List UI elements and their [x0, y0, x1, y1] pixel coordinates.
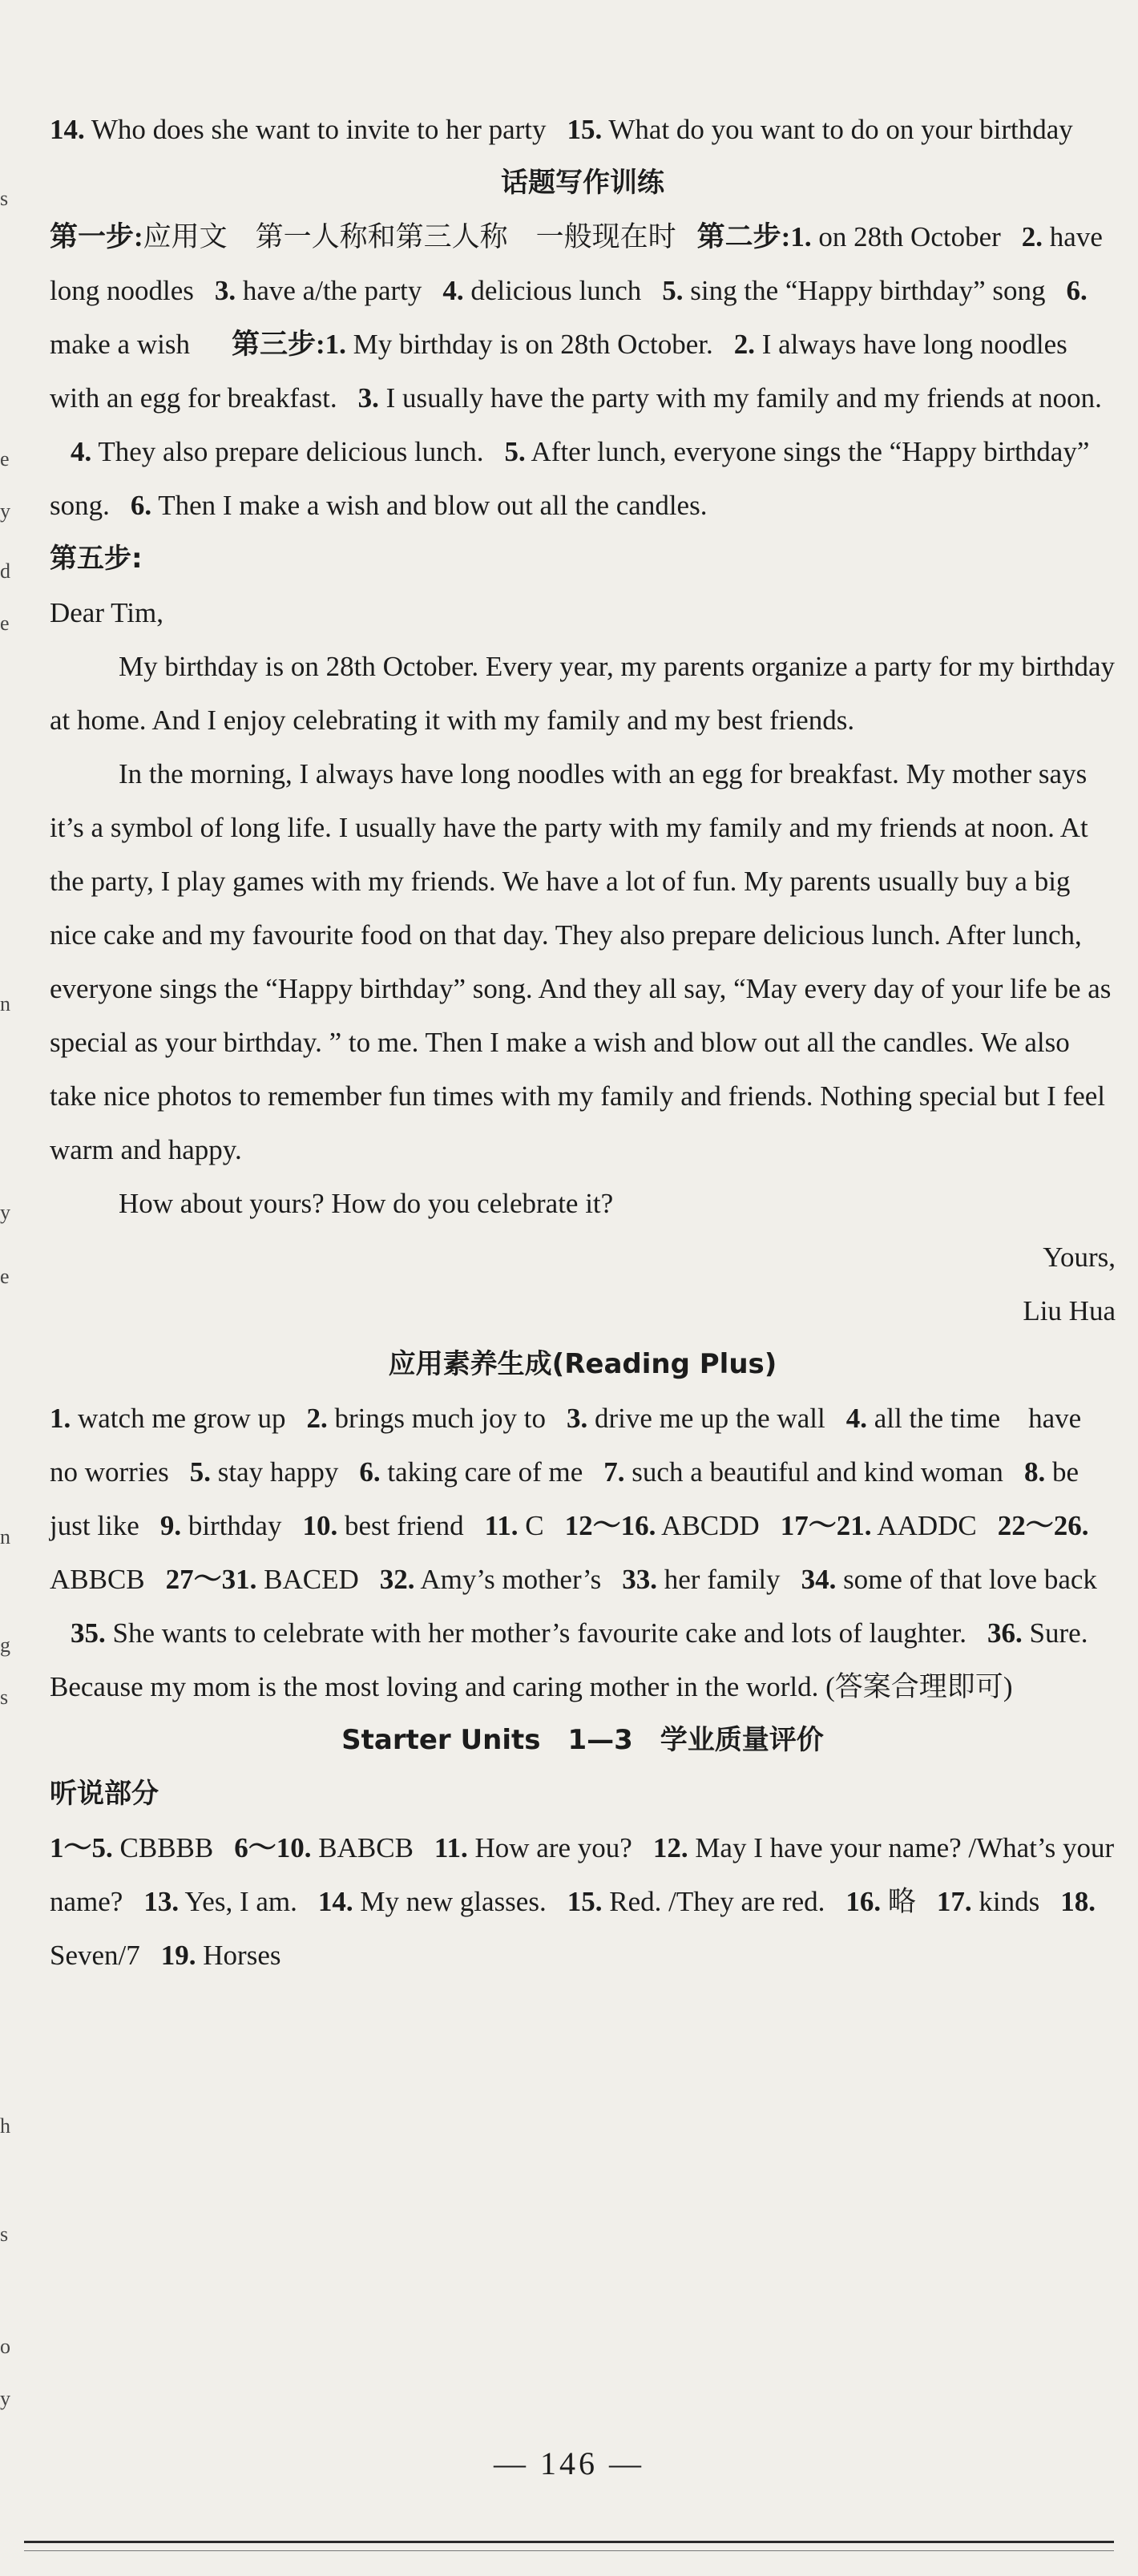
step2-item-answer: have a/the party	[236, 275, 422, 306]
reading-item-number: 35.	[71, 1617, 106, 1649]
reading-item-answer: AADDC	[871, 1510, 977, 1541]
reading-item-number: 5.	[189, 1456, 211, 1488]
margin-letter: d	[0, 559, 10, 583]
answer-page	[50, 103, 1116, 1982]
starter-item-answer: kinds	[971, 1886, 1040, 1917]
starter-item-answer: Yes, I am.	[179, 1886, 297, 1917]
reading-item-answer: drive me up the wall	[587, 1403, 825, 1434]
margin-letter: e	[0, 612, 10, 635]
step3-item-number: 2.	[733, 329, 755, 360]
reading-title: 应用素养生成(Reading Plus)	[388, 1348, 777, 1380]
reading-item-answer: Amy’s mother’s	[414, 1564, 602, 1595]
step1-text: 应用文 第一人称和第三人称 一般现在时	[143, 221, 676, 252]
step2-item-answer: sing the “Happy birthday” song	[683, 275, 1046, 306]
step3-item-number: 5.	[504, 436, 526, 467]
step2-item-number: 6.	[1066, 275, 1088, 306]
step3-item-answer: I usually have the party with my family and my friends at noon.	[378, 382, 1102, 414]
starter-item-answer: My new glasses.	[353, 1886, 547, 1917]
top-answers	[50, 103, 1116, 156]
q15-number: 15.	[567, 114, 603, 145]
starter-item-number: 17.	[936, 1886, 972, 1917]
reading-item-answer: such a beautiful and kind woman	[624, 1456, 1003, 1488]
reading-item-number: 6.	[359, 1456, 381, 1488]
reading-item-answer: BACED	[256, 1564, 359, 1595]
reading-item-answer: ABCDD	[656, 1510, 760, 1541]
margin-letter: y	[0, 2387, 10, 2410]
step2-item-number: 1.	[790, 221, 812, 252]
starter-item-number: 14.	[317, 1886, 353, 1917]
reading-item-answer: best friend	[337, 1510, 464, 1541]
reading-item-answer: She wants to celebrate with her mother’s favourite cake and lots of laughter.	[105, 1617, 967, 1649]
letter-paragraph-2: In the morning, I always have long noodles with an egg for breakfast. My mother says it’s a symbol of long life. I usually have the party with my family and my friends at noon. At the party, I play games with my friends. We have a lot of fun. My parents usually buy a big nice cake and my favourite food on that day. They also prepare delicious lunch. After lunch, everyone sings the “Happy birthday” song. And they all say, “May every day of your life be as special as your birthday. ” to me. Then I make a wish and blow out all the candles. We also take nice photos to remember fun times with my family and friends. Nothing special but I feel warm and happy.	[50, 758, 1112, 1165]
q15-answer: What do you want to do on your birthday	[602, 114, 1073, 145]
reading-item-number: 34.	[801, 1564, 837, 1595]
letter-paragraph-3: How about yours? How do you celebrate it?	[119, 1188, 614, 1219]
reading-answers	[50, 1391, 1116, 1714]
starter-item-answer: CBBBB	[112, 1832, 214, 1863]
starter-item-answer: Red. /They are red.	[602, 1886, 825, 1917]
step3-item-answer: I always have long noodles with an egg for breakfast.	[50, 329, 1067, 414]
starter-item-number: 6～10.	[234, 1832, 312, 1863]
reading-item-number: 12～16.	[564, 1510, 656, 1541]
reading-item-answer: her family	[657, 1564, 781, 1595]
margin-letter: s	[0, 1686, 9, 1709]
starter-item-answer: May I have your name? /What’s your name?	[50, 1832, 1115, 1917]
reading-item-answer: brings much joy to	[327, 1403, 546, 1434]
step3-item-answer: They also prepare delicious lunch.	[91, 436, 484, 467]
reading-item-number: 9.	[159, 1510, 182, 1541]
step2-item-answer: make a wish	[50, 329, 190, 360]
q14-number: 14.	[50, 114, 85, 145]
writing-title: 话题写作训练	[501, 167, 664, 199]
reading-item-answer: C	[518, 1510, 544, 1541]
reading-item-number: 4.	[845, 1403, 867, 1434]
reading-item-number: 36.	[987, 1617, 1023, 1649]
starter-item-answer: Seven/7	[50, 1940, 140, 1971]
letter-closing: Yours,	[1043, 1242, 1116, 1273]
step2-item-answer: delicious lunch	[463, 275, 642, 306]
reading-item-number: 10.	[302, 1510, 338, 1541]
margin-letter: o	[0, 2335, 10, 2358]
margin-letter: g	[0, 1633, 10, 1657]
starter-item-answer: How are you?	[467, 1832, 632, 1863]
reading-item-answer: some of that love back	[836, 1564, 1097, 1595]
starter-item-number: 12.	[652, 1832, 688, 1863]
step2-item-number: 5.	[662, 275, 684, 306]
step3-item-number: 3.	[357, 382, 379, 414]
margin-letter: y	[0, 1201, 10, 1224]
reading-item-number: 22～26.	[997, 1510, 1089, 1541]
reading-item-number: 2.	[306, 1403, 328, 1434]
step3-item-number: 4.	[71, 436, 92, 467]
reading-item-number: 27～31.	[165, 1564, 257, 1595]
margin-letter: y	[0, 499, 10, 523]
letter-signature: Liu Hua	[1023, 1295, 1116, 1326]
step2-item-number: 3.	[214, 275, 236, 306]
margin-letter: h	[0, 2114, 10, 2138]
reading-item-number: 17～21.	[780, 1510, 872, 1541]
starter-item-answer: BABCB	[311, 1832, 414, 1863]
starter-item-answer: 略	[881, 1886, 916, 1917]
margin-letter: s	[0, 187, 9, 210]
reading-item-number: 7.	[603, 1456, 625, 1488]
step3-item-answer: My birthday is on 28th October.	[345, 329, 713, 360]
step3-item-number: 6.	[130, 490, 152, 521]
letter-salutation: Dear Tim,	[50, 597, 163, 628]
starter-item-number: 15.	[567, 1886, 603, 1917]
bottom-rule	[24, 2541, 1114, 2543]
starter-item-answer: Horses	[196, 1940, 281, 1971]
starter-item-number: 18.	[1060, 1886, 1096, 1917]
step2-label: 第二步:	[696, 221, 791, 252]
starter-answers	[50, 1821, 1116, 1982]
step2-item-number: 2.	[1021, 221, 1043, 252]
starter-item-number: 16.	[845, 1886, 882, 1917]
reading-item-answer: watch me grow up	[71, 1403, 286, 1434]
reading-item-number: 11.	[484, 1510, 519, 1541]
letter-paragraph-1: My birthday is on 28th October. Every year, my parents organize a party for my birthday at home. And I enjoy celebrating it with my family and my best friends.	[50, 651, 1116, 736]
margin-letter: n	[0, 1525, 10, 1548]
reading-item-answer: birthday	[181, 1510, 282, 1541]
reading-item-answer: ABBCB	[50, 1564, 145, 1595]
bottom-rule-thin	[24, 2550, 1114, 2551]
q14-answer: Who does she want to invite to her party	[84, 114, 547, 145]
reading-item-number: 8.	[1023, 1456, 1046, 1488]
page-number: — 146 —	[494, 2445, 644, 2481]
step3-item-answer: After lunch, everyone sings the “Happy birthday” song.	[50, 436, 1090, 521]
step3-item-number: 1.	[325, 329, 346, 360]
starter-item-number: 13.	[143, 1886, 180, 1917]
step2-item-answer: have long noodles	[50, 221, 1103, 306]
reading-item-number: 32.	[379, 1564, 415, 1595]
reading-item-number: 1.	[50, 1403, 71, 1434]
reading-item-answer: taking care of me	[380, 1456, 583, 1488]
reading-item-number: 33.	[622, 1564, 657, 1595]
margin-letter: s	[0, 2223, 9, 2246]
step2-item-number: 4.	[442, 275, 464, 306]
step3-label: 第三步:	[231, 329, 325, 360]
reading-item-answer: Sure. Because my mom is the most loving and caring mother in the world. (答案合理即可)	[50, 1617, 1088, 1702]
starter-item-number: 19.	[160, 1940, 196, 1971]
starter-item-number: 11.	[434, 1832, 468, 1863]
step1-label: 第一步:	[50, 221, 143, 252]
starter-item-number: 1～5.	[50, 1832, 113, 1863]
reading-item-answer: all the time have no worries	[50, 1403, 1082, 1488]
step5-label: 第五步:	[50, 543, 143, 575]
reading-item-number: 3.	[566, 1403, 588, 1434]
listening-section-label: 听说部分	[50, 1778, 159, 1810]
margin-letter: n	[0, 992, 10, 1015]
reading-item-answer: be just like	[50, 1456, 1079, 1541]
reading-item-answer: stay happy	[210, 1456, 339, 1488]
margin-letter: e	[0, 447, 10, 470]
starter-title: Starter Units 1—3 学业质量评价	[341, 1724, 824, 1756]
step3-item-answer: Then I make a wish and blow out all the candles.	[151, 490, 708, 521]
writing-steps-1-3	[50, 210, 1116, 532]
margin-letter: e	[0, 1265, 10, 1288]
step2-item-answer: on 28th October	[811, 221, 1001, 252]
